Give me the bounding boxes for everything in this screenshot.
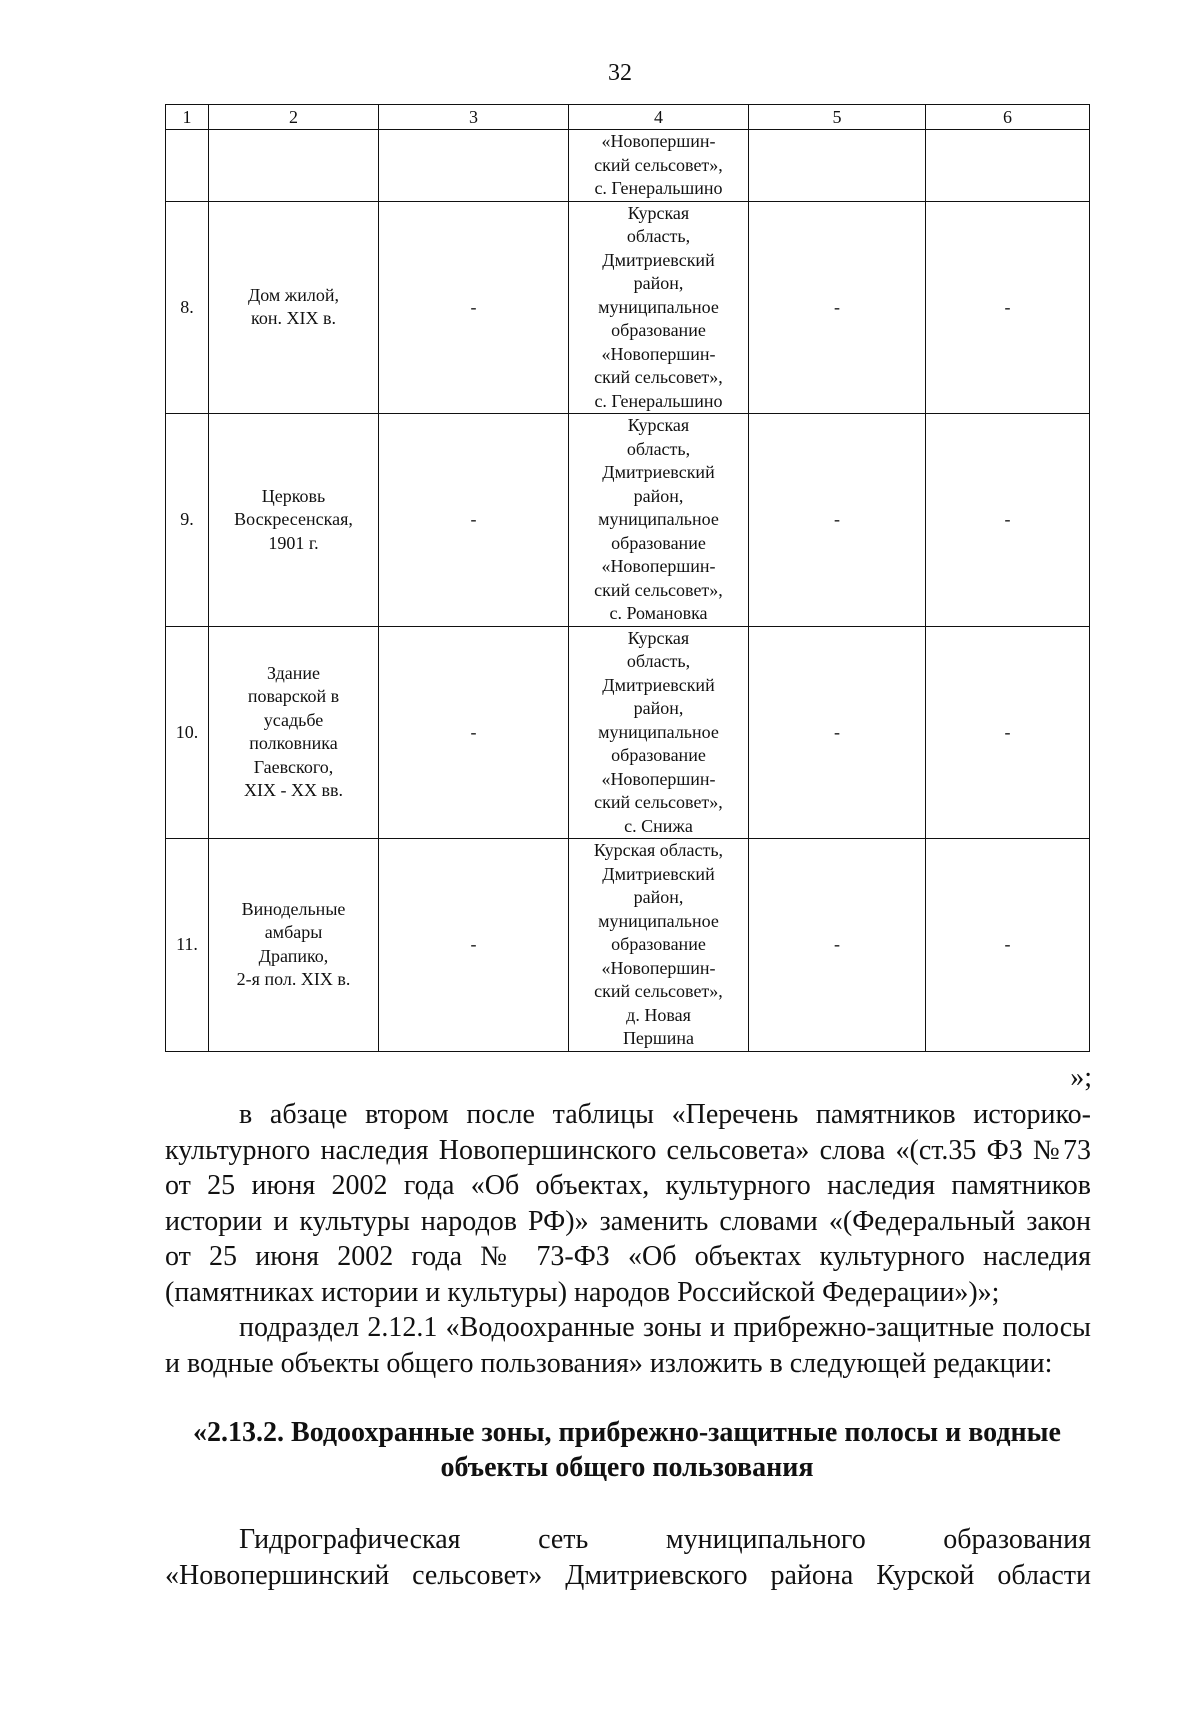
address-line: ский сельсовет», [594, 367, 723, 387]
object-name-line: 1901 г. [268, 532, 319, 553]
row-number-cell [166, 130, 209, 202]
address-line: Курская [627, 627, 690, 648]
table-body [166, 130, 1090, 1052]
address-line: Курская [627, 415, 690, 435]
document-cell: - [379, 626, 569, 839]
address-cell [569, 839, 749, 1052]
object-name-cell [209, 626, 379, 839]
address-line: ский сельсовет», [594, 154, 723, 175]
address-line: Дмитриевский [602, 863, 715, 884]
document-cell: - [379, 414, 569, 627]
column5-cell [749, 130, 926, 202]
section-heading-line: объекты общего пользования [440, 1452, 814, 1483]
address-line: с. Романовка [609, 603, 708, 623]
column-header: 6 [926, 105, 1090, 130]
table-header-row [166, 105, 1090, 130]
section-heading [160, 1415, 1094, 1485]
address-line: с. Генеральшино [594, 178, 723, 198]
column-header: 3 [379, 105, 569, 130]
address-line: Курская [627, 202, 690, 223]
heritage-table [165, 104, 1090, 1052]
address-line: муниципальное [598, 910, 719, 931]
row-number-cell: 8. [166, 201, 209, 414]
address-line: муниципальное [598, 721, 719, 742]
address-line: образование [611, 745, 706, 765]
column6-cell: - [926, 201, 1090, 414]
paragraph-hydrography [165, 1522, 1091, 1593]
address-line: Курская область, [593, 840, 724, 860]
object-name-line: усадьбе [263, 709, 324, 730]
object-name-line: полковника [249, 733, 338, 754]
column6-cell: - [926, 626, 1090, 839]
row-number-cell: 10. [166, 626, 209, 839]
address-line: ский сельсовет», [594, 981, 723, 1001]
address-line: ский сельсовет», [594, 579, 723, 600]
table-row [166, 130, 1090, 202]
address-line: «Новопершин- [601, 131, 716, 151]
column-header: 5 [749, 105, 926, 130]
address-line: область, [626, 438, 691, 459]
address-line: район, [633, 887, 684, 907]
row-number-cell: 11. [166, 839, 209, 1052]
section-heading-line: «2.13.2. Водоохранные зоны, прибрежно-защитные полосы и водные [193, 1417, 1061, 1448]
column6-cell [926, 130, 1090, 202]
object-name-cell [209, 201, 379, 414]
object-name-line: Церковь [261, 485, 326, 506]
address-line: муниципальное [598, 296, 719, 317]
paragraph-subsection [165, 1310, 1091, 1381]
address-line: Дмитриевский [602, 462, 715, 482]
address-line: район, [633, 273, 684, 293]
address-line: Дмитриевский [602, 249, 715, 270]
column6-cell: - [926, 839, 1090, 1052]
object-name-line: 2-я пол. XIX в. [236, 969, 351, 990]
object-name-line: Драпико, [258, 945, 329, 966]
object-name-line: амбары [264, 922, 323, 943]
address-line: район, [633, 698, 684, 718]
document-cell [379, 130, 569, 202]
paragraph-text: подраздел 2.12.1 «Водоохранные зоны и прибрежно-защитные полосы и водные объекты общего пользования» изложить в следующей редакции: [165, 1312, 1091, 1379]
column-header: 2 [209, 105, 379, 130]
object-name-cell [209, 839, 379, 1052]
address-line: район, [633, 485, 684, 506]
address-cell [569, 414, 749, 627]
column-header: 1 [166, 105, 209, 130]
table-row [166, 626, 1090, 839]
object-name-line: XIX - XX вв. [244, 780, 343, 801]
address-line: область, [626, 651, 691, 671]
table-row [166, 839, 1090, 1052]
object-name-line: кон. XIX в. [251, 308, 336, 329]
address-line: «Новопершин- [601, 768, 716, 789]
column5-cell: - [749, 414, 926, 627]
address-line: Першина [622, 1028, 695, 1048]
column5-cell: - [749, 201, 926, 414]
object-name-line: поварской в [247, 686, 340, 707]
object-name-line: Дом жилой, [247, 284, 339, 305]
object-name-cell [209, 130, 379, 202]
address-line: «Новопершин- [601, 556, 716, 576]
address-line: «Новопершин- [601, 957, 716, 978]
object-name-line: Воскресенская, [234, 509, 353, 529]
address-line: с. Генеральшино [594, 390, 723, 411]
page-number: 32 [608, 60, 632, 86]
column6-cell: - [926, 414, 1090, 627]
address-line: муниципальное [598, 509, 719, 529]
address-line: образование [611, 320, 706, 340]
address-line: Дмитриевский [602, 674, 715, 695]
object-name-line: Гаевского, [253, 756, 334, 777]
address-line: образование [611, 934, 706, 954]
object-name-line: Здание [267, 662, 320, 683]
row-number-cell: 9. [166, 414, 209, 627]
document-cell: - [379, 839, 569, 1052]
address-line: «Новопершин- [601, 343, 716, 364]
address-line: ский сельсовет», [594, 792, 723, 812]
column5-cell: - [749, 839, 926, 1052]
address-line: с. Снижа [624, 815, 693, 836]
address-cell [569, 626, 749, 839]
address-cell [569, 201, 749, 414]
document-cell: - [379, 201, 569, 414]
paragraph-text: Гидрографическая сеть муниципального образования «Новопершинский сельсовет» Дмитриевского района Курской области [165, 1524, 1091, 1591]
table-row [166, 414, 1090, 627]
column5-cell: - [749, 626, 926, 839]
paragraph-text: в абзаце втором после таблицы «Перечень памятников историко-культурного наследия Новопершинского сельсовета» слова «(ст.35 ФЗ №73 от 25 июня 2002 года «Об объектах, культурного наследия памятников истории и культуры народов РФ)» заменить словами «(Федеральный закон от 25 июня 2002 года № 73-ФЗ «Об объектах культурного наследия (памятниках истории и культуры) народов Российской Федерации»)»; [165, 1099, 1091, 1308]
table-row [166, 201, 1090, 414]
address-line: образование [611, 532, 706, 553]
address-line: д. Новая [626, 1004, 691, 1025]
object-name-cell [209, 414, 379, 627]
column-header: 4 [569, 105, 749, 130]
closing-quote: »; [1070, 1062, 1092, 1093]
address-line: область, [626, 226, 691, 246]
paragraph-amendment [165, 1097, 1091, 1310]
address-cell [569, 130, 749, 202]
object-name-line: Винодельные [241, 898, 346, 919]
